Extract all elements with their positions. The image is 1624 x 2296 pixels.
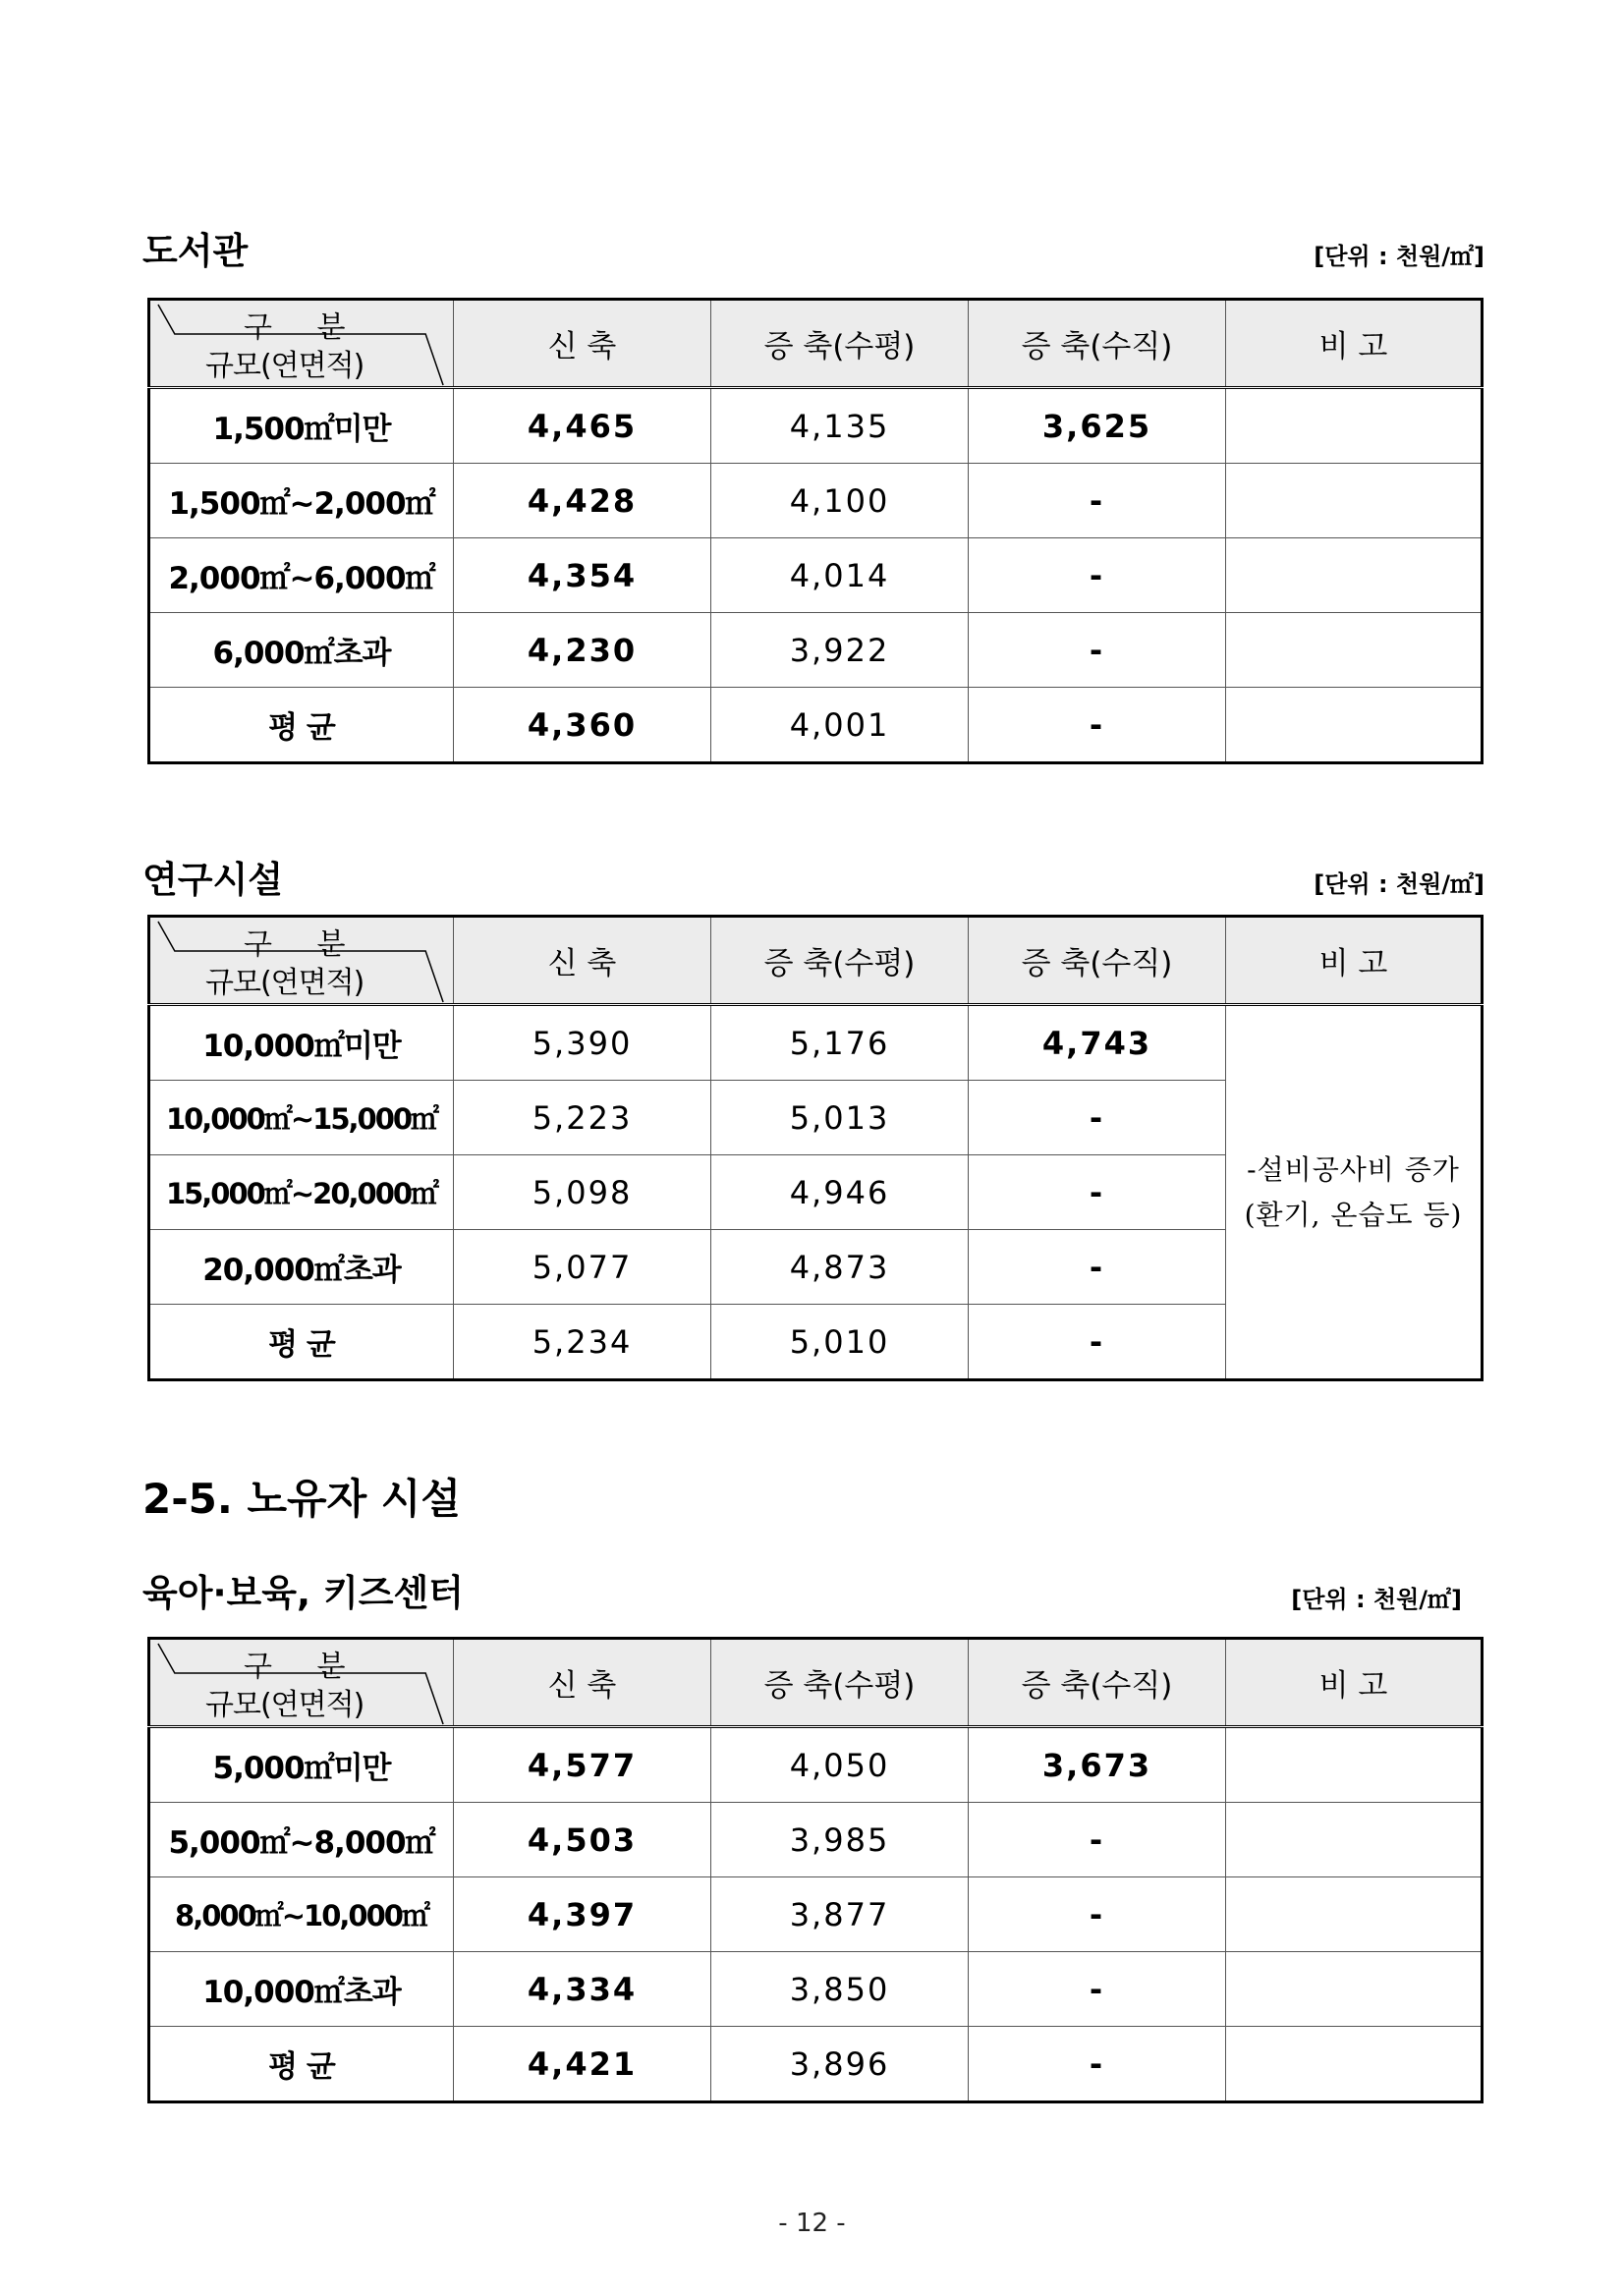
ext-h-value: 4,050 <box>711 1727 969 1803</box>
page-number: - 12 - <box>778 2209 846 2238</box>
new-value: 4,503 <box>454 1803 711 1877</box>
ext-h-value: 5,013 <box>711 1081 969 1155</box>
header-ext-horizontal: 증 축(수평) <box>711 300 969 388</box>
table-header-row <box>149 917 1483 1005</box>
unit-label-childcare: [단위 : 천원/㎡] <box>1291 1586 1462 1613</box>
header-ext-horizontal: 증 축(수평) <box>711 917 969 1005</box>
table-row <box>149 1803 1483 1877</box>
new-value: 5,223 <box>454 1081 711 1155</box>
new-value: 5,390 <box>454 1005 711 1081</box>
scale-cell: 5,000㎡~8,000㎡ <box>149 1803 454 1877</box>
ext-h-value: 3,896 <box>711 2027 969 2102</box>
unit-label-library: [단위 : 천원/㎡] <box>1314 243 1484 270</box>
ext-h-value: 5,176 <box>711 1005 969 1081</box>
remark-cell <box>1226 1877 1483 1952</box>
section-title-library: 도서관 <box>142 230 249 272</box>
table-row <box>149 1952 1483 2027</box>
table-row <box>149 1005 1483 1081</box>
section-title-research: 연구시설 <box>142 859 283 901</box>
remark-cell <box>1226 464 1483 538</box>
ext-v-value: - <box>969 688 1226 763</box>
ext-v-value: - <box>969 1803 1226 1877</box>
remark-cell <box>1226 538 1483 613</box>
research-cost-table <box>147 915 1484 1381</box>
remark-cell <box>1226 1803 1483 1877</box>
ext-v-value: 4,743 <box>969 1005 1226 1081</box>
ext-h-value: 4,100 <box>711 464 969 538</box>
remark-line-2: (환기, 온습도 등) <box>1244 1198 1463 1231</box>
table-row <box>149 613 1483 688</box>
division-bottom-label: 규모(연면적) <box>205 1688 364 1722</box>
ext-h-value: 4,001 <box>711 688 969 763</box>
ext-v-value: - <box>969 1877 1226 1952</box>
library-cost-table <box>147 298 1484 764</box>
new-value: 4,334 <box>454 1952 711 2027</box>
scale-cell: 1,500㎡~2,000㎡ <box>149 464 454 538</box>
table-row <box>149 688 1483 763</box>
header-remark: 비 고 <box>1226 917 1483 1005</box>
scale-cell: 15,000㎡~20,000㎡ <box>149 1155 454 1230</box>
table-header-row <box>149 300 1483 388</box>
table-row <box>149 1727 1483 1803</box>
header-ext-vertical: 증 축(수직) <box>969 1639 1226 1727</box>
scale-cell: 10,000㎡~15,000㎡ <box>149 1081 454 1155</box>
chapter-heading: 2-5. 노유자 시설 <box>142 1475 461 1523</box>
new-value: 4,397 <box>454 1877 711 1952</box>
division-header-cell <box>149 300 454 388</box>
remark-cell <box>1226 1952 1483 2027</box>
header-ext-horizontal: 증 축(수평) <box>711 1639 969 1727</box>
header-new: 신 축 <box>454 300 711 388</box>
ext-h-value: 4,946 <box>711 1155 969 1230</box>
ext-h-value: 3,985 <box>711 1803 969 1877</box>
ext-v-value: - <box>969 1081 1226 1155</box>
ext-h-value: 3,922 <box>711 613 969 688</box>
ext-v-value: - <box>969 1155 1226 1230</box>
new-value: 4,428 <box>454 464 711 538</box>
scale-cell: 5,000㎡미만 <box>149 1727 454 1803</box>
remark-cell <box>1226 613 1483 688</box>
new-value: 4,421 <box>454 2027 711 2102</box>
average-label: 평 균 <box>149 1305 454 1380</box>
unit-label-research: [단위 : 천원/㎡] <box>1314 870 1484 898</box>
ext-v-value: - <box>969 1305 1226 1380</box>
scale-cell: 10,000㎡미만 <box>149 1005 454 1081</box>
ext-h-value: 5,010 <box>711 1305 969 1380</box>
childcare-cost-table <box>147 1637 1484 2103</box>
new-value: 4,230 <box>454 613 711 688</box>
ext-h-value: 3,850 <box>711 1952 969 2027</box>
division-bottom-label: 규모(연면적) <box>205 966 364 1000</box>
division-header-cell <box>149 1639 454 1727</box>
scale-cell: 10,000㎡초과 <box>149 1952 454 2027</box>
table-row <box>149 388 1483 464</box>
ext-v-value: - <box>969 1952 1226 2027</box>
scale-cell: 1,500㎡미만 <box>149 388 454 464</box>
remark-line-1: -설비공사비 증가 <box>1247 1152 1460 1186</box>
scale-cell: 2,000㎡~6,000㎡ <box>149 538 454 613</box>
division-top-label: 구 분 <box>244 1650 364 1684</box>
new-value: 4,354 <box>454 538 711 613</box>
ext-v-value: - <box>969 464 1226 538</box>
ext-h-value: 3,877 <box>711 1877 969 1952</box>
division-bottom-label: 규모(연면적) <box>205 349 364 383</box>
header-new: 신 축 <box>454 917 711 1005</box>
header-ext-vertical: 증 축(수직) <box>969 300 1226 388</box>
division-top-label: 구 분 <box>244 927 364 962</box>
header-ext-vertical: 증 축(수직) <box>969 917 1226 1005</box>
average-label: 평 균 <box>149 2027 454 2102</box>
scale-cell: 8,000㎡~10,000㎡ <box>149 1877 454 1952</box>
table-row <box>149 2027 1483 2102</box>
section-title-childcare: 육아·보육, 키즈센터 <box>142 1572 464 1614</box>
new-value: 4,360 <box>454 688 711 763</box>
ext-v-value: 3,625 <box>969 388 1226 464</box>
ext-v-value: 3,673 <box>969 1727 1226 1803</box>
remark-merged-cell <box>1226 1005 1483 1380</box>
ext-v-value: - <box>969 1230 1226 1305</box>
new-value: 4,465 <box>454 388 711 464</box>
division-header-cell <box>149 917 454 1005</box>
ext-h-value: 4,014 <box>711 538 969 613</box>
new-value: 5,234 <box>454 1305 711 1380</box>
table-row <box>149 538 1483 613</box>
ext-v-value: - <box>969 2027 1226 2102</box>
ext-v-value: - <box>969 613 1226 688</box>
table-row <box>149 1877 1483 1952</box>
new-value: 5,077 <box>454 1230 711 1305</box>
remark-cell <box>1226 388 1483 464</box>
table-row <box>149 464 1483 538</box>
ext-h-value: 4,135 <box>711 388 969 464</box>
division-top-label: 구 분 <box>244 310 364 345</box>
new-value: 4,577 <box>454 1727 711 1803</box>
remark-cell <box>1226 688 1483 763</box>
average-label: 평 균 <box>149 688 454 763</box>
remark-cell <box>1226 1727 1483 1803</box>
ext-h-value: 4,873 <box>711 1230 969 1305</box>
scale-cell: 20,000㎡초과 <box>149 1230 454 1305</box>
new-value: 5,098 <box>454 1155 711 1230</box>
header-new: 신 축 <box>454 1639 711 1727</box>
header-remark: 비 고 <box>1226 1639 1483 1727</box>
header-remark: 비 고 <box>1226 300 1483 388</box>
remark-cell <box>1226 2027 1483 2102</box>
ext-v-value: - <box>969 538 1226 613</box>
scale-cell: 6,000㎡초과 <box>149 613 454 688</box>
table-header-row <box>149 1639 1483 1727</box>
